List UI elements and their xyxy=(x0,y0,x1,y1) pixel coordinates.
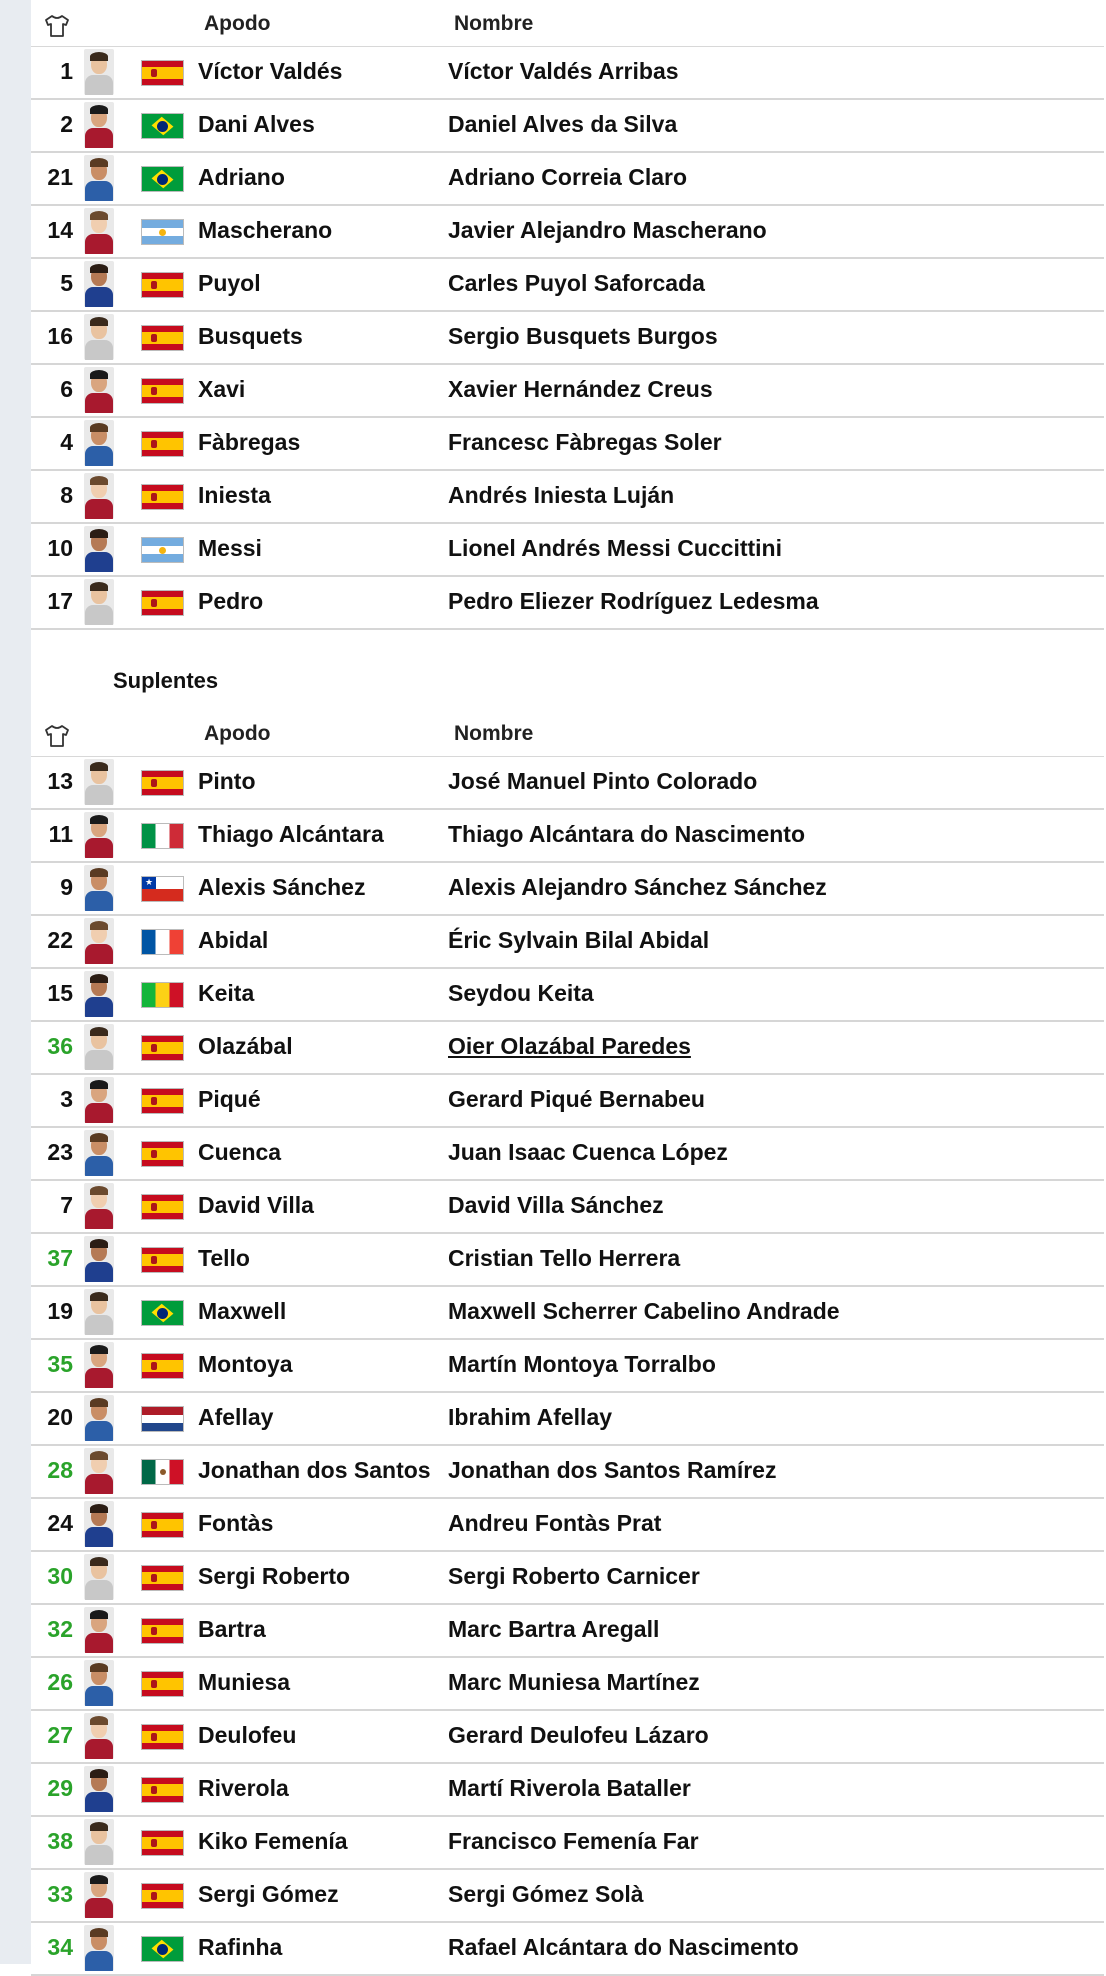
player-full-name: Gerard Piqué Bernabeu xyxy=(448,1086,705,1112)
player-full-name: Marc Muniesa Martínez xyxy=(448,1669,700,1695)
flag-es-icon xyxy=(141,1353,184,1379)
flag-es-icon xyxy=(141,1724,184,1750)
shirt-number: 36 xyxy=(47,1033,73,1059)
shirt-number: 6 xyxy=(60,376,73,402)
shirt-number: 30 xyxy=(47,1563,73,1589)
player-nickname: Maxwell xyxy=(198,1298,287,1324)
table-row[interactable] xyxy=(31,1552,1104,1605)
flag-es-icon xyxy=(141,1194,184,1220)
player-full-name: Andreu Fontàs Prat xyxy=(448,1510,662,1536)
table-row[interactable] xyxy=(31,969,1104,1022)
shirt-number: 3 xyxy=(60,1086,73,1112)
shirt-number: 34 xyxy=(47,1934,73,1960)
flag-ar-icon xyxy=(141,537,184,563)
player-photo xyxy=(84,1077,114,1123)
player-full-name: Ibrahim Afellay xyxy=(448,1404,613,1430)
player-full-name: Francisco Femenía Far xyxy=(448,1828,699,1854)
flag-es-icon xyxy=(141,1565,184,1591)
shirt-number: 24 xyxy=(47,1510,73,1536)
player-nickname: Olazábal xyxy=(198,1033,293,1059)
player-nickname: Alexis Sánchez xyxy=(198,874,366,900)
shirt-icon xyxy=(43,14,71,38)
shirt-number: 29 xyxy=(47,1775,73,1801)
player-nickname: Iniesta xyxy=(198,482,271,508)
player-full-name: Éric Sylvain Bilal Abidal xyxy=(448,927,710,953)
player-photo xyxy=(84,1289,114,1335)
player-full-name: Maxwell Scherrer Cabelino Andrade xyxy=(448,1298,840,1324)
table-row[interactable] xyxy=(31,312,1104,365)
starters-rows xyxy=(31,47,1104,630)
player-nickname: Kiko Femenía xyxy=(198,1828,348,1854)
shirt-number: 35 xyxy=(47,1351,73,1377)
player-photo xyxy=(84,420,114,466)
player-nickname: Fàbregas xyxy=(198,429,301,455)
table-row[interactable] xyxy=(31,1340,1104,1393)
table-row[interactable] xyxy=(31,577,1104,630)
shirt-number: 9 xyxy=(60,874,73,900)
shirt-number: 27 xyxy=(47,1722,73,1748)
player-photo xyxy=(84,314,114,360)
shirt-number: 8 xyxy=(60,482,73,508)
player-photo xyxy=(84,473,114,519)
table-row[interactable] xyxy=(31,259,1104,312)
table-row[interactable] xyxy=(31,810,1104,863)
shirt-number: 32 xyxy=(47,1616,73,1642)
flag-es-icon xyxy=(141,431,184,457)
table-row[interactable] xyxy=(31,757,1104,810)
player-nickname: Víctor Valdés xyxy=(198,58,343,84)
flag-es-icon xyxy=(141,484,184,510)
player-full-name: Marc Bartra Aregall xyxy=(448,1616,660,1642)
subs-header xyxy=(31,710,1104,757)
player-photo xyxy=(84,1925,114,1971)
player-full-name: Víctor Valdés Arribas xyxy=(448,58,679,84)
player-full-name: Andrés Iniesta Luján xyxy=(448,482,675,508)
player-full-name: Jonathan dos Santos Ramírez xyxy=(448,1457,777,1483)
player-full-name: Javier Alejandro Mascherano xyxy=(448,217,767,243)
shirt-number: 17 xyxy=(47,588,73,614)
player-photo xyxy=(84,49,114,95)
player-name-link[interactable]: Oier Olazábal Paredes xyxy=(448,1033,691,1059)
table-row[interactable] xyxy=(31,1446,1104,1499)
flag-es-icon xyxy=(141,1247,184,1273)
player-full-name: David Villa Sánchez xyxy=(448,1192,664,1218)
player-nickname: Pedro xyxy=(198,588,264,614)
table-row[interactable] xyxy=(31,1287,1104,1340)
shirt-icon xyxy=(43,724,71,748)
shirt-number: 11 xyxy=(48,821,73,847)
player-photo xyxy=(84,155,114,201)
player-photo xyxy=(84,1766,114,1812)
starters-table xyxy=(31,0,1104,630)
player-nickname: Busquets xyxy=(198,323,303,349)
player-nickname: Mascherano xyxy=(198,217,333,243)
table-row[interactable] xyxy=(31,1075,1104,1128)
player-photo xyxy=(84,1501,114,1547)
table-row[interactable] xyxy=(31,1658,1104,1711)
table-row[interactable] xyxy=(31,1817,1104,1870)
table-row[interactable] xyxy=(31,1234,1104,1287)
flag-es-icon xyxy=(141,1883,184,1909)
player-full-name: Martín Montoya Torralbo xyxy=(448,1351,716,1377)
player-full-name: Seydou Keita xyxy=(448,980,594,1006)
player-full-name: Adriano Correia Claro xyxy=(448,164,687,190)
flag-es-icon xyxy=(141,325,184,351)
player-photo xyxy=(84,865,114,911)
player-photo xyxy=(84,918,114,964)
player-nickname: Deulofeu xyxy=(198,1722,297,1748)
section-title-suplentes: Suplentes xyxy=(113,668,219,693)
shirt-number: 16 xyxy=(47,323,73,349)
player-full-name: José Manuel Pinto Colorado xyxy=(448,768,758,794)
player-nickname: Puyol xyxy=(198,270,261,296)
column-header-nombre: Nombre xyxy=(454,12,534,35)
shirt-number: 7 xyxy=(60,1192,73,1218)
player-full-name: Carles Puyol Saforcada xyxy=(448,270,705,296)
flag-br-icon xyxy=(141,166,184,192)
player-nickname: Rafinha xyxy=(198,1934,283,1960)
shirt-number: 4 xyxy=(60,429,73,455)
player-full-name: Cristian Tello Herrera xyxy=(448,1245,681,1271)
player-full-name: Lionel Andrés Messi Cuccittini xyxy=(448,535,782,561)
player-photo xyxy=(84,1872,114,1918)
flag-es-icon xyxy=(141,1512,184,1538)
table-row[interactable] xyxy=(31,1605,1104,1658)
player-photo xyxy=(84,1448,114,1494)
player-nickname: David Villa xyxy=(198,1192,314,1218)
column-header-apodo: Apodo xyxy=(204,722,271,745)
player-photo xyxy=(84,1342,114,1388)
player-full-name: Martí Riverola Bataller xyxy=(448,1775,691,1801)
column-header-nombre: Nombre xyxy=(454,722,534,745)
flag-nl-icon xyxy=(141,1406,184,1432)
player-photo xyxy=(84,526,114,572)
player-full-name: Sergi Gómez Solà xyxy=(448,1881,644,1907)
flag-es-icon xyxy=(141,60,184,86)
flag-es-icon xyxy=(141,1035,184,1061)
flag-br-icon xyxy=(141,1936,184,1962)
player-photo xyxy=(84,1660,114,1706)
player-nickname: Muniesa xyxy=(198,1669,291,1695)
player-photo xyxy=(84,1607,114,1653)
flag-it-icon xyxy=(141,823,184,849)
flag-cl-icon xyxy=(141,876,184,902)
flag-es-icon xyxy=(141,1830,184,1856)
flag-es-icon xyxy=(141,1777,184,1803)
player-photo xyxy=(84,1183,114,1229)
shirt-number: 19 xyxy=(47,1298,73,1324)
player-nickname: Sergi Gómez xyxy=(198,1881,339,1907)
player-full-name: Alexis Alejandro Sánchez Sánchez xyxy=(448,874,827,900)
player-photo xyxy=(84,759,114,805)
player-nickname: Messi xyxy=(198,535,262,561)
table-row[interactable] xyxy=(31,47,1104,100)
player-full-name: Xavier Hernández Creus xyxy=(448,376,713,402)
shirt-number: 23 xyxy=(47,1139,73,1165)
shirt-number: 5 xyxy=(60,270,73,296)
shirt-number: 37 xyxy=(47,1245,73,1271)
player-photo xyxy=(84,1554,114,1600)
flag-es-icon xyxy=(141,1618,184,1644)
table-row[interactable] xyxy=(31,1923,1104,1976)
player-photo xyxy=(84,971,114,1017)
player-photo xyxy=(84,1024,114,1070)
shirt-number: 1 xyxy=(60,58,73,84)
player-full-name: Pedro Eliezer Rodríguez Ledesma xyxy=(448,588,819,614)
player-nickname: Fontàs xyxy=(198,1510,274,1536)
shirt-number: 15 xyxy=(47,980,73,1006)
player-photo xyxy=(84,1395,114,1441)
table-row[interactable] xyxy=(31,1393,1104,1446)
subs-table xyxy=(31,710,1104,1976)
player-nickname: Bartra xyxy=(198,1616,266,1642)
flag-ml-icon xyxy=(141,982,184,1008)
flag-es-icon xyxy=(141,770,184,796)
flag-fr-icon xyxy=(141,929,184,955)
flag-br-icon xyxy=(141,113,184,139)
player-photo xyxy=(84,102,114,148)
subs-rows xyxy=(31,757,1104,1976)
player-nickname: Riverola xyxy=(198,1775,289,1801)
player-nickname: Dani Alves xyxy=(198,111,315,137)
shirt-number: 20 xyxy=(47,1404,73,1430)
table-row[interactable] xyxy=(31,1764,1104,1817)
player-full-name: Daniel Alves da Silva xyxy=(448,111,678,137)
left-sidebar-strip xyxy=(0,0,31,1964)
shirt-number: 13 xyxy=(47,768,73,794)
shirt-number: 26 xyxy=(47,1669,73,1695)
player-nickname: Sergi Roberto xyxy=(198,1563,351,1589)
player-nickname: Jonathan dos Santos xyxy=(198,1457,431,1483)
shirt-number: 22 xyxy=(47,927,73,953)
player-nickname: Keita xyxy=(198,980,255,1006)
shirt-number: 38 xyxy=(47,1828,73,1854)
flag-br-icon xyxy=(141,1300,184,1326)
player-nickname: Piqué xyxy=(198,1086,261,1112)
table-row[interactable] xyxy=(31,206,1104,259)
table-row[interactable] xyxy=(31,100,1104,153)
flag-es-icon xyxy=(141,1141,184,1167)
player-photo xyxy=(84,1819,114,1865)
table-row[interactable] xyxy=(31,365,1104,418)
table-row[interactable] xyxy=(31,1022,1104,1075)
player-photo xyxy=(84,1236,114,1282)
shirt-number: 28 xyxy=(47,1457,73,1483)
player-full-name: Francesc Fàbregas Soler xyxy=(448,429,722,455)
player-nickname: Xavi xyxy=(198,376,246,402)
table-row[interactable] xyxy=(31,863,1104,916)
table-row[interactable] xyxy=(31,1181,1104,1234)
starters-header xyxy=(31,0,1104,47)
player-full-name: Thiago Alcántara do Nascimento xyxy=(448,821,805,847)
table-row[interactable] xyxy=(31,1128,1104,1181)
player-full-name: Sergi Roberto Carnicer xyxy=(448,1563,700,1589)
shirt-number: 21 xyxy=(47,164,73,190)
player-full-name: Juan Isaac Cuenca López xyxy=(448,1139,728,1165)
flag-es-icon xyxy=(141,1671,184,1697)
flag-es-icon xyxy=(141,378,184,404)
table-row[interactable] xyxy=(31,153,1104,206)
flag-es-icon xyxy=(141,1088,184,1114)
player-photo xyxy=(84,812,114,858)
player-photo xyxy=(84,579,114,625)
player-full-name: Sergio Busquets Burgos xyxy=(448,323,718,349)
player-nickname: Abidal xyxy=(198,927,269,953)
player-nickname: Thiago Alcántara xyxy=(198,821,384,847)
table-row[interactable] xyxy=(31,916,1104,969)
player-photo xyxy=(84,1713,114,1759)
table-row[interactable] xyxy=(31,1870,1104,1923)
column-header-apodo: Apodo xyxy=(204,12,271,35)
table-row[interactable] xyxy=(31,524,1104,577)
table-row[interactable] xyxy=(31,471,1104,524)
flag-mx-icon xyxy=(141,1459,184,1485)
player-nickname: Afellay xyxy=(198,1404,274,1430)
player-nickname: Adriano xyxy=(198,164,285,190)
player-nickname: Montoya xyxy=(198,1351,293,1377)
player-nickname: Tello xyxy=(198,1245,250,1271)
player-photo xyxy=(84,367,114,413)
shirt-number: 33 xyxy=(47,1881,73,1907)
player-full-name: Rafael Alcántara do Nascimento xyxy=(448,1934,799,1960)
player-photo xyxy=(84,261,114,307)
shirt-number: 2 xyxy=(60,111,73,137)
table-row[interactable] xyxy=(31,1711,1104,1764)
shirt-number: 14 xyxy=(47,217,73,243)
player-photo xyxy=(84,208,114,254)
player-nickname: Pinto xyxy=(198,768,256,794)
table-row[interactable] xyxy=(31,1499,1104,1552)
player-photo xyxy=(84,1130,114,1176)
player-full-name: Gerard Deulofeu Lázaro xyxy=(448,1722,709,1748)
flag-es-icon xyxy=(141,272,184,298)
table-row[interactable] xyxy=(31,418,1104,471)
shirt-number: 10 xyxy=(47,535,73,561)
player-nickname: Cuenca xyxy=(198,1139,282,1165)
flag-ar-icon xyxy=(141,219,184,245)
flag-es-icon xyxy=(141,590,184,616)
